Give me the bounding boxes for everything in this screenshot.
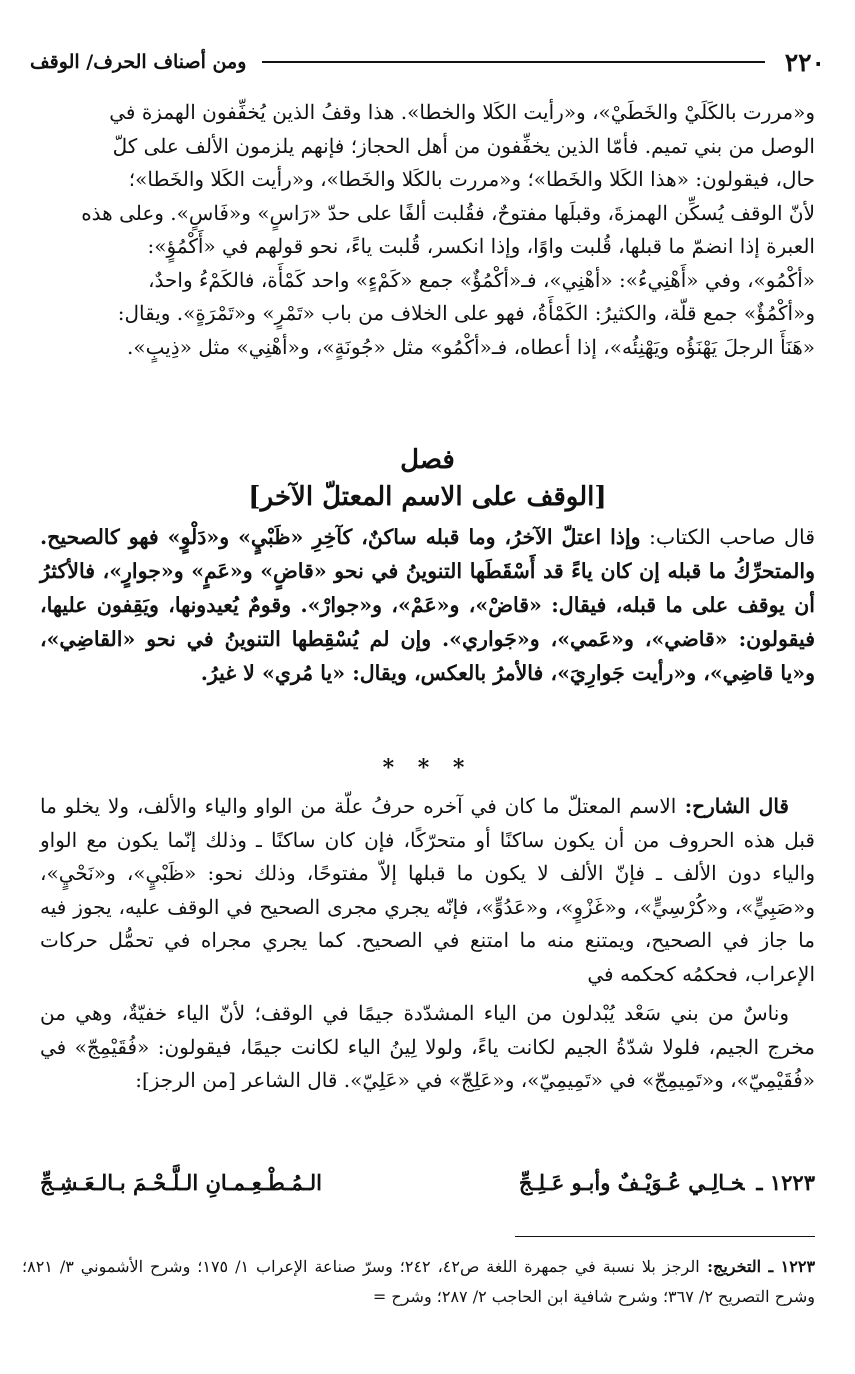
text-line: «هَنَأَ الرجلَ يَهْنَؤُه ويَهْنِئُه»، إذا أعطاه، فـ«أكْمُو» مثل «جُونَةٍ»، و«أهْنِي» مثل «ذِيبٍ». [127,334,815,359]
author-body: وإذا اعتلّ الآخرُ، وما قبله ساكنٌ، كآخِرِ «ظَبْيٍ» و«دَلْوٍ» فهو كالصحيح. والمتحرِّكُ ما قبله إن كان ياءً قد أَسْقَطَها التنوينُ في نحو «قاضٍ» و«عَمٍ» و«جوارٍ»، فالأكثرُ أن يوقف على ما قبله، فيقال: «قاضْ»، و«عَمْ»، و«جوارْ». وقومٌ يُعيدونها، ويَقِفون عليها، فيقولون: «قاضي»، و«عَمي»، و«جَواري». وإن لم يُسْقِطها التنوينُ في نحو «القاضِي»، و«يا قاضِي»، و«رأيت جَوارِيَ»، فالأمرُ بالعكس، ويقال: «يا مُري» لا غيرُ. [40,525,815,685]
separator-stars: * * * [382,755,473,781]
verse-hemistich-2: الـمُـطْـعِـمـانِ الـلَّـحْـمَ بـالـعَـشِـجِّ [40,1170,322,1195]
page-header [30,42,825,82]
footnote-label: ١٢٢٣ ـ التخريج: [699,1257,816,1276]
page-number: ٢٢٠ [784,47,825,77]
commentary-paragraph-2: وناسٌ من بني سَعْد يُبْدلون من الياء المشدّدة جيمًا في الوقف؛ لأنّ الياء خفيّةٌ، وهي من مخرج الجيم، فلولا شدّةُ الجيم لكانت ياءً، ولولا لِينُ الياء لكانت جيمًا، فيقولون: «فُقَيْمِجّ» في «فُقَيْمِيّ»، و«تَمِيمِجّ» في «تَمِيمِيّ»، و«عَلِجّ» في «عَلِيّ». قال الشاعر [من الرجز]: [40,1001,815,1092]
running-title: ومن أصناف الحرف/ الوقف [30,51,247,73]
text-line: و«أكْمُؤٌ» جمع قلّة، والكثيرُ: الكَمْأَةُ، فهو على الخلاف من باب «تَمْرٍ» و«تَمْرَةٍ». ويقال: [117,301,815,325]
paragraph-continuation [40,96,815,364]
verse-hemistich-1: خـالِـي عُـوَيْـفٌ وأبـو عَـلِـجِّ [518,1170,745,1195]
author-text-block [40,520,815,690]
verse-number: ١٢٢٣ ـ [756,1170,815,1195]
header-rule [262,61,764,63]
text-line: و«مررت بالكَلَيْ والخَطَيْ»، و«رأيت الكَلا والخطا». هذا وقفُ الذين يُخفِّفون الهمزة في [109,100,815,124]
text-line: الوصل من بني تميم. فأمّا الذين يخفِّفون من أهل الحجاز؛ فإنهم يلزمون الألف على كلّ [112,133,815,158]
text-line: العبرة إذا انضمّ ما قبلها، قُلبت واوًا، وإذا انكسر، قُلبت ياءً، نحو قولهم في «أَكْمُؤٍ»: [147,234,815,258]
footnote-text: الرجز بلا نسبة في جمهرة اللغة ص٤٢، ٢٤٢؛ وسرّ صناعة الإعراب ١/ ١٧٥؛ وشرح الأشموني ٣/ ٨٢١؛ وشرح التصريح ٢/ ٣٦٧؛ وشرح شافية ابن الحاجب ٢/ ٢٨٧؛ وشرح = [22,1257,815,1306]
commentary-text-1: الاسم المعتلّ ما كان في آخره حرفُ علّة من الواو والياء والألف، ولا يخلو ما قبل هذه الحروف من أن يكون ساكنًا أو متحرّكًا، فإن كان ساكنًا ـ وذلك إنّما يكون مع الواو والياء دون الألف ـ فإنّ الألف لا يكون ما قبلها إلاّ مفتوحًا، وذلك نحو: «ظَبْيٍ»، و«نَحْيٍ»، و«صَبِيٍّ»، و«كُرْسِيٍّ»، و«غَزْوٍ»، و«عَدُوٍّ»، فإنّه يجري مجرى الصحيح في الوقف عليه، يجوز فيه ما جاز في الصحيح، ويمتنع منه ما امتنع في الصحيح. كما يجري مجراه في تحمُّل حركات الإعراب، فحكمُه كحكمه في [40,794,815,986]
footnote [22,1252,815,1312]
text-line: حال، فيقولون: «هذا الكَلا والخَطا»؛ و«مررت بالكَلا والخَطا»، و«رأيت الكَلا والخَطا»؛ [128,167,815,191]
text-line: «أكْمُو»، وفي «أَهْنِيءُ»: «أهْنِي»، فـ«أكْمُؤٌ» جمع «كَمْءٍ» واحد كَمْأَة، فالكَمْءُ واحدٌ، [148,267,815,292]
section-label: فصل [400,445,455,475]
footnote-rule [515,1236,815,1237]
section-title: [الوقف على الاسم المعتلّ الآخر] [248,482,607,512]
commentary-intro: قال الشارح: [676,794,789,818]
author-intro: قال صاحب الكتاب: [640,525,815,549]
verse-line [40,1170,815,1195]
verse-first-half [519,1170,815,1195]
author-paragraph [40,520,815,690]
commentary-paragraph-1 [40,790,815,991]
text-line: لأنّ الوقف يُسكِّن الهمزةَ، وقبلَها مفتوحٌ، فقُلبت ألفًا على حدّ «رَاسٍ» و«فَاسٍ». وعلى هذه [81,200,815,225]
commentary-block [40,790,815,1098]
